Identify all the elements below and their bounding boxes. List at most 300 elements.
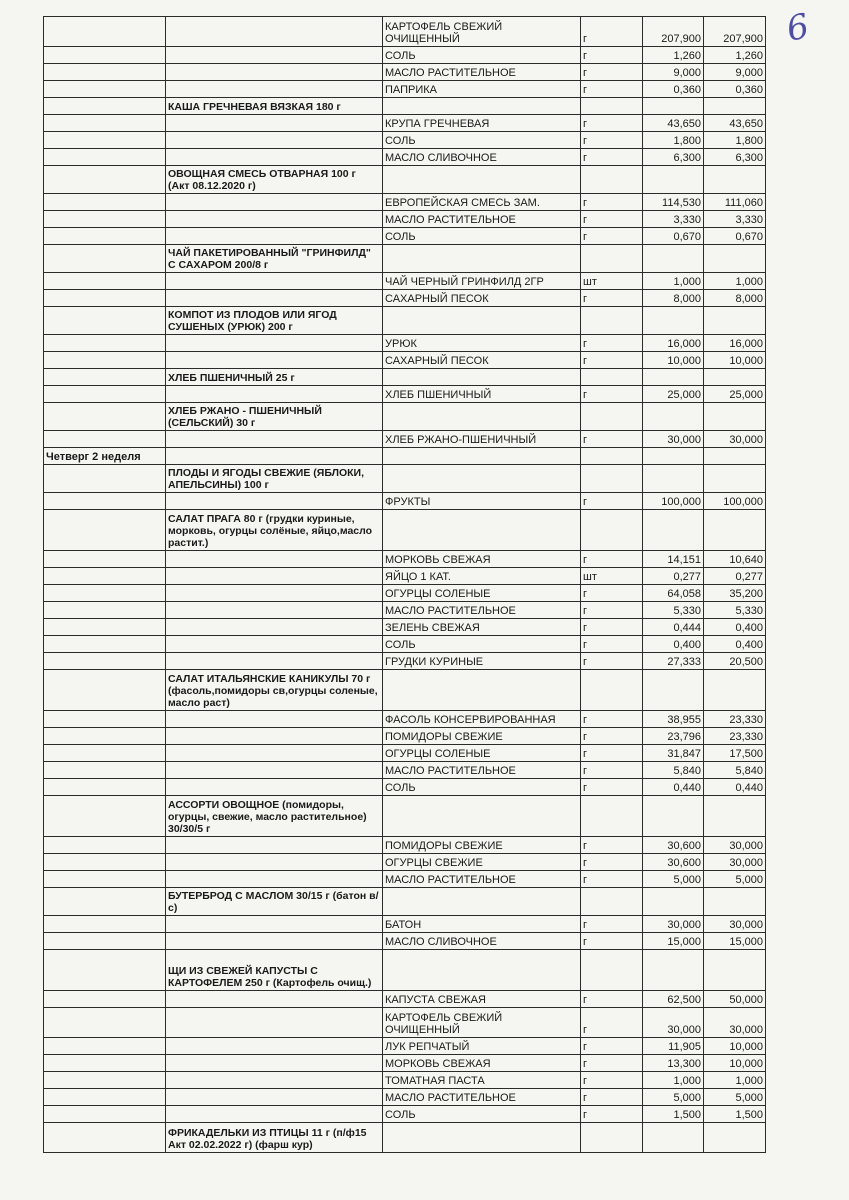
cell-ingredient bbox=[383, 369, 581, 386]
cell-gross bbox=[643, 796, 704, 837]
cell-ingredient: ЛУК РЕПЧАТЫЙ bbox=[383, 1038, 581, 1055]
cell-day bbox=[44, 81, 166, 98]
cell-day bbox=[44, 211, 166, 228]
cell-unit: г bbox=[581, 431, 643, 448]
cell-gross: 0,440 bbox=[643, 779, 704, 796]
cell-gross: 16,000 bbox=[643, 335, 704, 352]
cell-dish bbox=[166, 290, 383, 307]
cell-unit: г bbox=[581, 115, 643, 132]
cell-unit: г bbox=[581, 149, 643, 166]
cell-net: 23,330 bbox=[704, 728, 766, 745]
cell-ingredient bbox=[383, 166, 581, 194]
cell-dish bbox=[166, 81, 383, 98]
cell-ingredient: ПОМИДОРЫ СВЕЖИЕ bbox=[383, 728, 581, 745]
cell-unit: г bbox=[581, 335, 643, 352]
cell-gross bbox=[643, 403, 704, 431]
cell-ingredient: МАСЛО РАСТИТЕЛЬНОЕ bbox=[383, 871, 581, 888]
cell-ingredient: ПОМИДОРЫ СВЕЖИЕ bbox=[383, 837, 581, 854]
cell-gross bbox=[643, 307, 704, 335]
cell-ingredient: ОГУРЦЫ СВЕЖИЕ bbox=[383, 854, 581, 871]
table-row bbox=[44, 335, 766, 352]
cell-dish bbox=[166, 602, 383, 619]
cell-net bbox=[704, 465, 766, 493]
cell-dish bbox=[166, 194, 383, 211]
table-row bbox=[44, 619, 766, 636]
cell-net bbox=[704, 98, 766, 115]
cell-day: Четверг 2 неделя bbox=[44, 448, 166, 465]
cell-dish bbox=[166, 871, 383, 888]
cell-gross: 5,840 bbox=[643, 762, 704, 779]
table-row bbox=[44, 568, 766, 585]
cell-gross: 31,847 bbox=[643, 745, 704, 762]
cell-dish: САЛАТ ПРАГА 80 г (грудки куриные, морковь, огурцы солёные, яйцо,масло растит.) bbox=[166, 510, 383, 551]
table-row bbox=[44, 228, 766, 245]
cell-net bbox=[704, 166, 766, 194]
cell-ingredient bbox=[383, 307, 581, 335]
cell-net: 5,000 bbox=[704, 871, 766, 888]
cell-net: 111,060 bbox=[704, 194, 766, 211]
cell-ingredient bbox=[383, 1123, 581, 1153]
table-row bbox=[44, 194, 766, 211]
table-row bbox=[44, 854, 766, 871]
cell-gross: 30,000 bbox=[643, 1008, 704, 1038]
cell-gross: 43,650 bbox=[643, 115, 704, 132]
cell-gross: 10,000 bbox=[643, 352, 704, 369]
cell-day bbox=[44, 1123, 166, 1153]
cell-unit: г bbox=[581, 602, 643, 619]
cell-gross: 100,000 bbox=[643, 493, 704, 510]
cell-gross: 14,151 bbox=[643, 551, 704, 568]
table-row bbox=[44, 1055, 766, 1072]
cell-dish bbox=[166, 1106, 383, 1123]
table-row bbox=[44, 871, 766, 888]
table-row bbox=[44, 64, 766, 81]
cell-unit: г bbox=[581, 211, 643, 228]
cell-dish: КОМПОТ ИЗ ПЛОДОВ ИЛИ ЯГОД СУШЕНЫХ (УРЮК) 200 г bbox=[166, 307, 383, 335]
cell-gross: 38,955 bbox=[643, 711, 704, 728]
cell-day bbox=[44, 17, 166, 47]
cell-ingredient bbox=[383, 403, 581, 431]
cell-day bbox=[44, 619, 166, 636]
cell-ingredient: МАСЛО РАСТИТЕЛЬНОЕ bbox=[383, 211, 581, 228]
cell-net: 0,440 bbox=[704, 779, 766, 796]
cell-ingredient bbox=[383, 950, 581, 991]
cell-unit: г bbox=[581, 290, 643, 307]
cell-dish bbox=[166, 1008, 383, 1038]
cell-gross bbox=[643, 510, 704, 551]
cell-dish: АССОРТИ ОВОЩНОЕ (помидоры, огурцы, свежие, масло растительное) 30/30/5 г bbox=[166, 796, 383, 837]
cell-net: 20,500 bbox=[704, 653, 766, 670]
cell-unit bbox=[581, 670, 643, 711]
table-row bbox=[44, 888, 766, 916]
cell-dish bbox=[166, 779, 383, 796]
table-row bbox=[44, 762, 766, 779]
menu-table-body bbox=[44, 17, 766, 1153]
cell-unit: шт bbox=[581, 273, 643, 290]
table-row bbox=[44, 636, 766, 653]
cell-gross: 0,277 bbox=[643, 568, 704, 585]
cell-unit: г bbox=[581, 728, 643, 745]
table-row bbox=[44, 1123, 766, 1153]
cell-ingredient: КАПУСТА СВЕЖАЯ bbox=[383, 991, 581, 1008]
table-row bbox=[44, 132, 766, 149]
table-row bbox=[44, 493, 766, 510]
cell-ingredient: ХЛЕБ РЖАНО-ПШЕНИЧНЫЙ bbox=[383, 431, 581, 448]
cell-day bbox=[44, 307, 166, 335]
cell-day bbox=[44, 916, 166, 933]
cell-net: 0,400 bbox=[704, 636, 766, 653]
cell-day bbox=[44, 762, 166, 779]
cell-ingredient: ХЛЕБ ПШЕНИЧНЫЙ bbox=[383, 386, 581, 403]
cell-day bbox=[44, 1089, 166, 1106]
cell-dish bbox=[166, 64, 383, 81]
cell-dish bbox=[166, 551, 383, 568]
cell-ingredient: ЕВРОПЕЙСКАЯ СМЕСЬ ЗАМ. bbox=[383, 194, 581, 211]
table-row bbox=[44, 98, 766, 115]
cell-ingredient: ФАСОЛЬ КОНСЕРВИРОВАННАЯ bbox=[383, 711, 581, 728]
cell-day bbox=[44, 837, 166, 854]
cell-unit: г bbox=[581, 1038, 643, 1055]
cell-unit: г bbox=[581, 194, 643, 211]
cell-dish bbox=[166, 352, 383, 369]
cell-dish bbox=[166, 149, 383, 166]
cell-ingredient: ТОМАТНАЯ ПАСТА bbox=[383, 1072, 581, 1089]
cell-ingredient: ГРУДКИ КУРИНЫЕ bbox=[383, 653, 581, 670]
cell-day bbox=[44, 273, 166, 290]
cell-day bbox=[44, 245, 166, 273]
cell-net: 0,277 bbox=[704, 568, 766, 585]
cell-net bbox=[704, 950, 766, 991]
cell-dish bbox=[166, 448, 383, 465]
cell-ingredient bbox=[383, 796, 581, 837]
cell-dish bbox=[166, 228, 383, 245]
cell-day bbox=[44, 369, 166, 386]
cell-unit: г bbox=[581, 762, 643, 779]
cell-dish: ХЛЕБ ПШЕНИЧНЫЙ 25 г bbox=[166, 369, 383, 386]
cell-unit: г bbox=[581, 1008, 643, 1038]
table-row bbox=[44, 17, 766, 47]
cell-net: 1,000 bbox=[704, 273, 766, 290]
cell-dish bbox=[166, 211, 383, 228]
cell-gross: 1,000 bbox=[643, 1072, 704, 1089]
cell-unit: г bbox=[581, 585, 643, 602]
table-row bbox=[44, 1072, 766, 1089]
cell-ingredient bbox=[383, 670, 581, 711]
cell-day bbox=[44, 933, 166, 950]
cell-net: 0,360 bbox=[704, 81, 766, 98]
cell-day bbox=[44, 796, 166, 837]
cell-net: 30,000 bbox=[704, 837, 766, 854]
cell-unit: г bbox=[581, 711, 643, 728]
cell-net: 9,000 bbox=[704, 64, 766, 81]
cell-net: 100,000 bbox=[704, 493, 766, 510]
cell-day bbox=[44, 403, 166, 431]
cell-gross: 114,530 bbox=[643, 194, 704, 211]
cell-day bbox=[44, 888, 166, 916]
cell-ingredient bbox=[383, 245, 581, 273]
cell-dish bbox=[166, 1038, 383, 1055]
table-row bbox=[44, 81, 766, 98]
cell-gross: 5,000 bbox=[643, 871, 704, 888]
table-row bbox=[44, 602, 766, 619]
cell-ingredient: САХАРНЫЙ ПЕСОК bbox=[383, 352, 581, 369]
cell-gross: 64,058 bbox=[643, 585, 704, 602]
cell-day bbox=[44, 551, 166, 568]
table-row bbox=[44, 465, 766, 493]
cell-unit bbox=[581, 1123, 643, 1153]
cell-gross: 1,260 bbox=[643, 47, 704, 64]
table-row bbox=[44, 290, 766, 307]
table-row bbox=[44, 1106, 766, 1123]
cell-ingredient: МАСЛО РАСТИТЕЛЬНОЕ bbox=[383, 602, 581, 619]
cell-day bbox=[44, 670, 166, 711]
cell-day bbox=[44, 1072, 166, 1089]
cell-net: 10,000 bbox=[704, 352, 766, 369]
cell-day bbox=[44, 1055, 166, 1072]
cell-unit bbox=[581, 166, 643, 194]
cell-dish bbox=[166, 653, 383, 670]
cell-day bbox=[44, 352, 166, 369]
cell-unit: г bbox=[581, 854, 643, 871]
cell-day bbox=[44, 568, 166, 585]
cell-gross bbox=[643, 670, 704, 711]
cell-ingredient: МАСЛО СЛИВОЧНОЕ bbox=[383, 933, 581, 950]
cell-net: 1,800 bbox=[704, 132, 766, 149]
cell-day bbox=[44, 653, 166, 670]
cell-dish bbox=[166, 837, 383, 854]
cell-gross: 11,905 bbox=[643, 1038, 704, 1055]
cell-day bbox=[44, 431, 166, 448]
cell-unit bbox=[581, 796, 643, 837]
cell-ingredient: СОЛЬ bbox=[383, 228, 581, 245]
cell-unit: г bbox=[581, 636, 643, 653]
cell-gross bbox=[643, 448, 704, 465]
cell-gross: 5,000 bbox=[643, 1089, 704, 1106]
cell-ingredient: КРУПА ГРЕЧНЕВАЯ bbox=[383, 115, 581, 132]
cell-net: 3,330 bbox=[704, 211, 766, 228]
table-row bbox=[44, 950, 766, 991]
cell-day bbox=[44, 115, 166, 132]
table-row bbox=[44, 551, 766, 568]
cell-dish: ОВОЩНАЯ СМЕСЬ ОТВАРНАЯ 100 г (Акт 08.12.2020 г) bbox=[166, 166, 383, 194]
cell-unit: г bbox=[581, 779, 643, 796]
cell-gross bbox=[643, 1123, 704, 1153]
cell-day bbox=[44, 1106, 166, 1123]
cell-unit: г bbox=[581, 1089, 643, 1106]
cell-gross bbox=[643, 166, 704, 194]
table-row bbox=[44, 166, 766, 194]
cell-dish bbox=[166, 762, 383, 779]
cell-unit: г bbox=[581, 871, 643, 888]
cell-net bbox=[704, 245, 766, 273]
cell-ingredient: ЯЙЦО 1 КАТ. bbox=[383, 568, 581, 585]
cell-dish: ПЛОДЫ И ЯГОДЫ СВЕЖИЕ (ЯБЛОКИ, АПЕЛЬСИНЫ) 100 г bbox=[166, 465, 383, 493]
cell-net: 207,900 bbox=[704, 17, 766, 47]
cell-unit: шт bbox=[581, 568, 643, 585]
table-row bbox=[44, 369, 766, 386]
cell-ingredient: ФРУКТЫ bbox=[383, 493, 581, 510]
cell-dish: БУТЕРБРОД С МАСЛОМ 30/15 г (батон в/с) bbox=[166, 888, 383, 916]
cell-gross: 13,300 bbox=[643, 1055, 704, 1072]
cell-dish bbox=[166, 933, 383, 950]
table-row bbox=[44, 115, 766, 132]
table-row bbox=[44, 431, 766, 448]
cell-net: 17,500 bbox=[704, 745, 766, 762]
cell-day bbox=[44, 636, 166, 653]
cell-unit: г bbox=[581, 1072, 643, 1089]
cell-day bbox=[44, 950, 166, 991]
cell-ingredient: КАРТОФЕЛЬ СВЕЖИЙ ОЧИЩЕННЫЙ bbox=[383, 1008, 581, 1038]
cell-unit: г bbox=[581, 47, 643, 64]
cell-dish bbox=[166, 711, 383, 728]
cell-net: 1,500 bbox=[704, 1106, 766, 1123]
table-row bbox=[44, 211, 766, 228]
cell-gross bbox=[643, 888, 704, 916]
cell-gross: 23,796 bbox=[643, 728, 704, 745]
cell-net bbox=[704, 670, 766, 711]
cell-net: 0,670 bbox=[704, 228, 766, 245]
table-row bbox=[44, 916, 766, 933]
cell-ingredient bbox=[383, 888, 581, 916]
cell-gross: 5,330 bbox=[643, 602, 704, 619]
table-row bbox=[44, 653, 766, 670]
cell-ingredient: МОРКОВЬ СВЕЖАЯ bbox=[383, 1055, 581, 1072]
cell-ingredient: ЧАЙ ЧЕРНЫЙ ГРИНФИЛД 2ГР bbox=[383, 273, 581, 290]
table-row bbox=[44, 837, 766, 854]
cell-dish: ХЛЕБ РЖАНО - ПШЕНИЧНЫЙ (СЕЛЬСКИЙ) 30 г bbox=[166, 403, 383, 431]
cell-unit bbox=[581, 510, 643, 551]
cell-unit: г bbox=[581, 493, 643, 510]
cell-dish: ФРИКАДЕЛЬКИ ИЗ ПТИЦЫ 11 г (п/ф15 Акт 02.02.2022 г) (фарш кур) bbox=[166, 1123, 383, 1153]
cell-gross: 30,000 bbox=[643, 431, 704, 448]
cell-net: 1,000 bbox=[704, 1072, 766, 1089]
table-row bbox=[44, 745, 766, 762]
cell-gross: 30,600 bbox=[643, 854, 704, 871]
cell-dish bbox=[166, 132, 383, 149]
cell-dish bbox=[166, 47, 383, 64]
cell-ingredient: МАСЛО СЛИВОЧНОЕ bbox=[383, 149, 581, 166]
cell-unit bbox=[581, 403, 643, 431]
cell-gross: 0,400 bbox=[643, 636, 704, 653]
table-row bbox=[44, 149, 766, 166]
cell-gross: 6,300 bbox=[643, 149, 704, 166]
cell-gross: 1,800 bbox=[643, 132, 704, 149]
cell-ingredient: ОГУРЦЫ СОЛЕНЫЕ bbox=[383, 585, 581, 602]
cell-net: 43,650 bbox=[704, 115, 766, 132]
table-row bbox=[44, 933, 766, 950]
cell-gross: 27,333 bbox=[643, 653, 704, 670]
cell-day bbox=[44, 132, 166, 149]
cell-gross: 8,000 bbox=[643, 290, 704, 307]
cell-dish: КАША ГРЕЧНЕВАЯ ВЯЗКАЯ 180 г bbox=[166, 98, 383, 115]
table-row bbox=[44, 779, 766, 796]
cell-net: 10,000 bbox=[704, 1055, 766, 1072]
cell-day bbox=[44, 166, 166, 194]
cell-dish bbox=[166, 335, 383, 352]
cell-gross: 0,670 bbox=[643, 228, 704, 245]
cell-unit bbox=[581, 307, 643, 335]
cell-day bbox=[44, 711, 166, 728]
cell-net bbox=[704, 888, 766, 916]
cell-net: 10,640 bbox=[704, 551, 766, 568]
cell-gross: 30,600 bbox=[643, 837, 704, 854]
cell-unit bbox=[581, 888, 643, 916]
cell-net bbox=[704, 1123, 766, 1153]
cell-gross bbox=[643, 950, 704, 991]
cell-ingredient bbox=[383, 98, 581, 115]
table-row bbox=[44, 403, 766, 431]
cell-unit: г bbox=[581, 933, 643, 950]
cell-gross: 9,000 bbox=[643, 64, 704, 81]
cell-day bbox=[44, 854, 166, 871]
handwritten-page-number: 6 bbox=[783, 6, 813, 50]
cell-dish bbox=[166, 619, 383, 636]
cell-day bbox=[44, 728, 166, 745]
cell-gross: 30,000 bbox=[643, 916, 704, 933]
cell-dish bbox=[166, 1072, 383, 1089]
cell-dish bbox=[166, 745, 383, 762]
cell-gross bbox=[643, 98, 704, 115]
cell-net: 5,330 bbox=[704, 602, 766, 619]
table-row bbox=[44, 585, 766, 602]
cell-gross: 62,500 bbox=[643, 991, 704, 1008]
cell-day bbox=[44, 1038, 166, 1055]
cell-day bbox=[44, 510, 166, 551]
cell-net: 10,000 bbox=[704, 1038, 766, 1055]
cell-net: 1,260 bbox=[704, 47, 766, 64]
cell-unit bbox=[581, 950, 643, 991]
cell-gross: 25,000 bbox=[643, 386, 704, 403]
cell-unit: г bbox=[581, 386, 643, 403]
cell-day bbox=[44, 290, 166, 307]
table-row bbox=[44, 273, 766, 290]
cell-day bbox=[44, 779, 166, 796]
cell-day bbox=[44, 386, 166, 403]
cell-gross: 3,330 bbox=[643, 211, 704, 228]
cell-unit: г bbox=[581, 17, 643, 47]
cell-unit bbox=[581, 245, 643, 273]
cell-ingredient: САХАРНЫЙ ПЕСОК bbox=[383, 290, 581, 307]
cell-dish bbox=[166, 568, 383, 585]
cell-day bbox=[44, 64, 166, 81]
cell-ingredient: ЗЕЛЕНЬ СВЕЖАЯ bbox=[383, 619, 581, 636]
table-row bbox=[44, 670, 766, 711]
cell-gross: 0,444 bbox=[643, 619, 704, 636]
cell-unit: г bbox=[581, 745, 643, 762]
cell-gross bbox=[643, 465, 704, 493]
table-row bbox=[44, 352, 766, 369]
cell-dish bbox=[166, 728, 383, 745]
cell-unit bbox=[581, 369, 643, 386]
cell-net bbox=[704, 307, 766, 335]
cell-unit: г bbox=[581, 916, 643, 933]
table-row bbox=[44, 307, 766, 335]
cell-day bbox=[44, 871, 166, 888]
cell-unit: г bbox=[581, 653, 643, 670]
cell-dish: ЩИ ИЗ СВЕЖЕЙ КАПУСТЫ С КАРТОФЕЛЕМ 250 г (Картофель очищ.) bbox=[166, 950, 383, 991]
table-row bbox=[44, 711, 766, 728]
cell-day bbox=[44, 493, 166, 510]
cell-ingredient: МОРКОВЬ СВЕЖАЯ bbox=[383, 551, 581, 568]
table-row bbox=[44, 991, 766, 1008]
cell-unit bbox=[581, 448, 643, 465]
table-row bbox=[44, 47, 766, 64]
cell-dish bbox=[166, 273, 383, 290]
cell-day bbox=[44, 194, 166, 211]
cell-net: 6,300 bbox=[704, 149, 766, 166]
table-row bbox=[44, 448, 766, 465]
cell-net bbox=[704, 448, 766, 465]
